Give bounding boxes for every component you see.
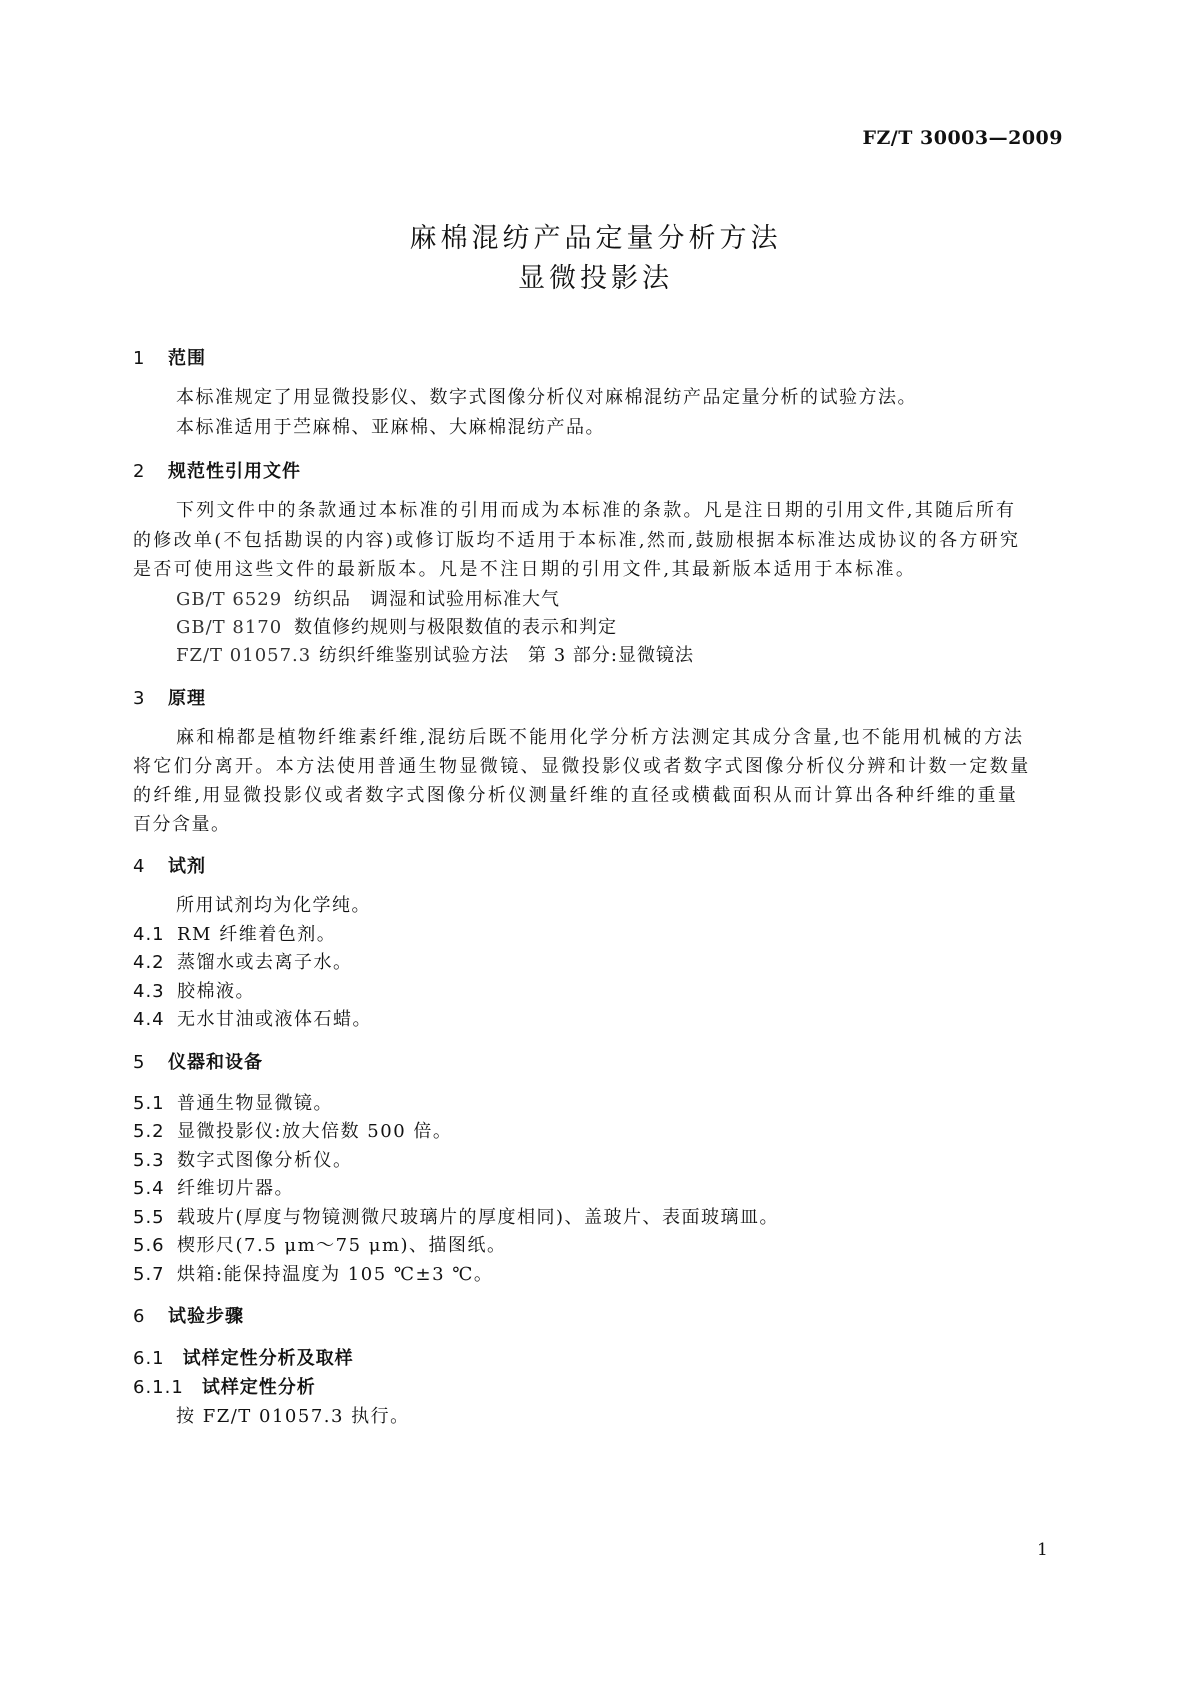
item-number: 5.5	[133, 1207, 165, 1228]
reference-title: 纺织品 调湿和试验用标准大气	[294, 589, 560, 610]
section-title: 规范性引用文件	[168, 461, 301, 482]
reference-code: FZ/T 01057.3	[176, 645, 312, 666]
paragraph-line: 的纤维,用显微投影仪或者数字式图像分析仪测量纤维的直径或横截面积从而计算出各种纤维的重量	[133, 785, 1019, 806]
item-number: 5.1	[133, 1093, 165, 1114]
item-number: 5.2	[133, 1121, 165, 1142]
paragraph: 所用试剂均为化学纯。	[176, 895, 371, 916]
item-text: 普通生物显微镜。	[177, 1093, 333, 1114]
list-item	[133, 1089, 333, 1115]
page-number: 1	[1037, 1540, 1048, 1560]
section-number: 3	[133, 688, 146, 709]
section-6-heading	[133, 1302, 244, 1328]
subsection-title: 试样定性分析及取样	[182, 1348, 354, 1369]
list-item	[133, 1117, 452, 1143]
reference-code: GB/T 6529	[176, 589, 283, 610]
item-number: 5.3	[133, 1150, 165, 1171]
paragraph-line: 麻和棉都是植物纤维素纤维,混纺后既不能用化学分析方法测定其成分含量,也不能用机械的方法	[176, 727, 1025, 748]
reference-item	[176, 585, 560, 611]
item-text: RM 纤维着色剂。	[177, 924, 337, 945]
item-number: 5.4	[133, 1178, 165, 1199]
list-item	[133, 1005, 372, 1031]
section-5-heading	[133, 1048, 263, 1074]
item-text: 显微投影仪:放大倍数 500 倍。	[177, 1121, 453, 1142]
section-number: 6	[133, 1306, 146, 1327]
section-3-heading	[133, 684, 206, 710]
item-text: 胶棉液。	[177, 981, 255, 1002]
section-2-heading	[133, 457, 301, 483]
paragraph-line: 百分含量。	[133, 814, 231, 835]
item-number: 4.3	[133, 981, 165, 1002]
section-title: 范围	[168, 348, 206, 369]
list-item	[133, 1174, 294, 1200]
paragraph-line: 的修改单(不包括勘误的内容)或修订版均不适用于本标准,然而,鼓励根据本标准达成协议的各方研究	[133, 530, 1021, 551]
section-1-heading	[133, 344, 206, 370]
section-number: 5	[133, 1052, 146, 1073]
paragraph-line: 下列文件中的条款通过本标准的引用而成为本标准的条款。凡是注日期的引用文件,其随后所有	[176, 500, 1017, 521]
section-4-heading	[133, 852, 206, 878]
subsubsection-heading	[133, 1373, 316, 1399]
reference-item	[176, 641, 694, 667]
list-item	[133, 977, 255, 1003]
section-number: 4	[133, 856, 146, 877]
section-title: 试剂	[168, 856, 206, 877]
paragraph-line: 将它们分离开。本方法使用普通生物显微镜、显微投影仪或者数字式图像分析仪分辨和计数一定数量	[133, 756, 1031, 777]
list-item	[133, 948, 353, 974]
list-item	[133, 1203, 779, 1229]
item-number: 4.2	[133, 952, 165, 973]
item-text: 烘箱:能保持温度为 105 ℃±3 ℃。	[177, 1264, 494, 1285]
reference-title: 数值修约规则与极限数值的表示和判定	[294, 617, 617, 638]
document-subtitle: 显微投影法	[518, 263, 673, 294]
item-text: 蒸馏水或去离子水。	[177, 952, 353, 973]
section-title: 试验步骤	[168, 1306, 244, 1327]
subsection-number: 6.1	[133, 1348, 165, 1369]
paragraph: 本标准规定了用显微投影仪、数字式图像分析仪对麻棉混纺产品定量分析的试验方法。	[176, 387, 917, 408]
reference-code: GB/T 8170	[176, 617, 283, 638]
subsection-number: 6.1.1	[133, 1377, 184, 1398]
section-number: 2	[133, 461, 146, 482]
list-item	[133, 920, 336, 946]
paragraph: 本标准适用于苎麻棉、亚麻棉、大麻棉混纺产品。	[176, 417, 605, 438]
reference-title: 纺织纤维鉴别试验方法 第 3 部分:显微镜法	[319, 645, 694, 666]
subsection-heading	[133, 1344, 354, 1370]
item-text: 载玻片(厚度与物镜测微尺玻璃片的厚度相同)、盖玻片、表面玻璃皿。	[177, 1207, 780, 1228]
item-text: 纤维切片器。	[177, 1178, 294, 1199]
standard-code: FZ/T 30003—2009	[862, 127, 1063, 149]
paragraph-line: 是否可使用这些文件的最新版本。凡是不注日期的引用文件,其最新版本适用于本标准。	[133, 559, 917, 580]
list-item	[133, 1146, 353, 1172]
list-item	[133, 1260, 493, 1286]
section-title: 原理	[168, 688, 206, 709]
item-text: 无水甘油或液体石蜡。	[177, 1009, 372, 1030]
item-text: 楔形尺(7.5 μm～75 μm)、描图纸。	[177, 1235, 507, 1256]
item-text: 数字式图像分析仪。	[177, 1150, 353, 1171]
document-title: 麻棉混纺产品定量分析方法	[409, 223, 782, 254]
paragraph: 按 FZ/T 01057.3 执行。	[176, 1406, 410, 1427]
section-title: 仪器和设备	[168, 1052, 263, 1073]
item-number: 4.1	[133, 924, 165, 945]
item-number: 5.6	[133, 1235, 165, 1256]
item-number: 5.7	[133, 1264, 165, 1285]
section-number: 1	[133, 348, 146, 369]
subsection-title: 试样定性分析	[201, 1377, 316, 1398]
item-number: 4.4	[133, 1009, 165, 1030]
list-item	[133, 1231, 507, 1257]
reference-item	[176, 613, 617, 639]
